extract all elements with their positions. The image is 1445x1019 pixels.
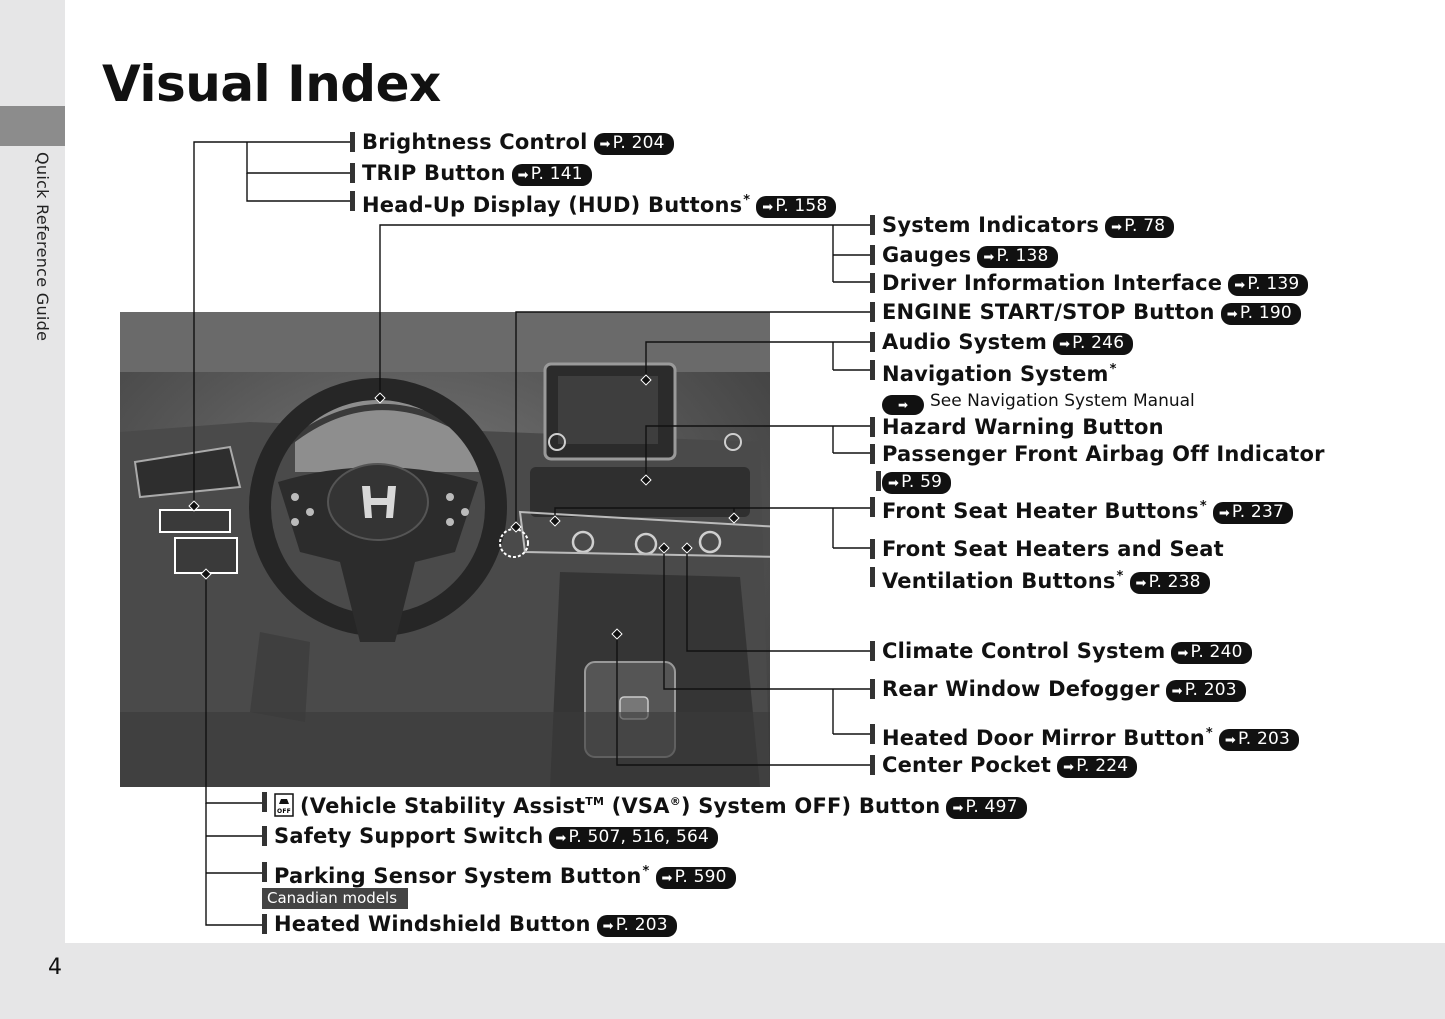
arrow-right-icon: ➡ <box>1063 760 1075 775</box>
page-ref-link[interactable]: ➡ P. 141 <box>512 164 592 186</box>
page-ref-link[interactable]: ➡ P. 590 <box>656 867 736 889</box>
label-brightness-control <box>350 129 674 155</box>
page-ref-link[interactable]: ➡ P. 507, 516, 564 <box>549 827 718 849</box>
arrow-right-icon: ➡ <box>1224 733 1236 748</box>
arrow-right-icon: ➡ <box>602 919 614 934</box>
label-text: Driver Information Interface <box>882 271 1223 295</box>
label-parking-sensor-button <box>262 859 736 889</box>
page-ref-link[interactable]: ➡ P. 138 <box>977 246 1057 268</box>
page-ref-link[interactable]: ➡ P. 246 <box>1053 333 1133 355</box>
label-text: Brightness Control <box>362 130 588 154</box>
label-text: Passenger Front Airbag Off Indicator <box>882 442 1325 466</box>
label-text: (Vehicle Stability Assist <box>300 794 586 818</box>
label-passenger-airbag-ref <box>876 468 951 494</box>
label-text: Gauges <box>882 243 972 267</box>
page-ref-link[interactable]: ➡ P. 204 <box>594 133 674 155</box>
label-front-seat-heaters-ventilation <box>870 536 1224 562</box>
page-title: Visual Index <box>102 55 441 113</box>
page-ref-link[interactable]: ➡ P. 238 <box>1130 572 1210 594</box>
label-text: Center Pocket <box>882 753 1052 777</box>
page-ref-link[interactable]: ➡ P. 240 <box>1171 642 1251 664</box>
arrow-right-icon: ➡ <box>1171 684 1183 699</box>
label-engine-start-stop <box>870 299 1301 325</box>
label-text: TRIP Button <box>362 161 506 185</box>
label-climate-control-system <box>870 638 1252 664</box>
arrow-right-icon: ➡ <box>517 168 529 183</box>
arrow-right-icon: ➡ <box>599 137 611 152</box>
label-hazard-warning-button <box>870 414 1164 440</box>
vsa-off-icon <box>274 793 294 817</box>
page-ref-link[interactable]: ➡ P. 237 <box>1213 502 1293 524</box>
page-ref-link[interactable]: ➡ P. 497 <box>946 797 1026 819</box>
label-hud-buttons <box>350 188 836 218</box>
page-ref-link[interactable]: ➡ P. 190 <box>1221 303 1301 325</box>
page-number: 4 <box>48 955 62 980</box>
label-safety-support-switch <box>262 823 718 849</box>
label-text: Heated Windshield Button <box>274 912 591 936</box>
label-heated-windshield-button <box>262 911 677 937</box>
arrow-right-icon: ➡ <box>888 476 900 491</box>
label-text: System Indicators <box>882 213 1100 237</box>
label-system-indicators <box>870 212 1174 238</box>
label-audio-system <box>870 329 1133 355</box>
label-navigation-system <box>870 357 1117 387</box>
arrow-right-icon: ➡ <box>882 395 924 415</box>
label-text: Head-Up Display (HUD) Buttons <box>362 193 743 217</box>
arrow-right-icon: ➡ <box>1226 307 1238 322</box>
arrow-right-icon: ➡ <box>1135 576 1147 591</box>
label-text: Navigation System <box>882 362 1109 386</box>
page-ref-link[interactable]: ➡ P. 78 <box>1105 216 1174 238</box>
label-trip-button <box>350 160 592 186</box>
arrow-right-icon: ➡ <box>1177 646 1189 661</box>
label-text: ENGINE START/STOP Button <box>882 300 1215 324</box>
label-text: Climate Control System <box>882 639 1166 663</box>
label-text: Front Seat Heater Buttons <box>882 499 1199 523</box>
navigation-manual-note <box>882 390 1195 415</box>
label-text: Safety Support Switch <box>274 824 544 848</box>
asterisk-mark: * <box>743 193 751 208</box>
asterisk-mark: * <box>1109 362 1117 377</box>
page-ref-link[interactable]: ➡ P. 224 <box>1057 756 1137 778</box>
page-ref-link[interactable]: ➡ P. 203 <box>1219 729 1299 751</box>
label-front-seat-heaters-ventilation-line2 <box>870 564 1210 594</box>
svg-text:OFF: OFF <box>277 808 291 815</box>
asterisk-mark: * <box>1205 726 1213 741</box>
label-gauges <box>870 242 1058 268</box>
page-ref-link[interactable]: ➡ P. 139 <box>1228 274 1308 296</box>
sidebar-label: Quick Reference Guide <box>33 152 52 342</box>
label-text: Hazard Warning Button <box>882 415 1164 439</box>
page-ref-link[interactable]: ➡ P. 203 <box>1166 680 1246 702</box>
page-ref-link[interactable]: ➡ P. 59 <box>882 472 951 494</box>
asterisk-mark: * <box>1116 569 1124 584</box>
arrow-right-icon: ➡ <box>1218 506 1230 521</box>
arrow-right-icon: ➡ <box>983 250 995 265</box>
page-ref-link[interactable]: ➡ P. 203 <box>597 915 677 937</box>
navigation-manual-text: See Navigation System Manual <box>930 391 1195 411</box>
label-heated-door-mirror <box>870 721 1299 751</box>
arrow-right-icon: ➡ <box>555 831 567 846</box>
arrow-right-icon: ➡ <box>952 801 964 816</box>
arrow-right-icon: ➡ <box>762 200 774 215</box>
arrow-right-icon: ➡ <box>1059 337 1071 352</box>
label-rear-window-defogger <box>870 676 1246 702</box>
canadian-models-badge: Canadian models <box>262 888 408 909</box>
page-ref-link[interactable]: ➡ P. 158 <box>756 196 836 218</box>
label-text: Rear Window Defogger <box>882 677 1160 701</box>
label-text: Audio System <box>882 330 1048 354</box>
label-vsa-off-button: OFF (Vehicle Stability Assist™ (VSA®) System OFF) Button ➡ P. 497 <box>262 789 1027 819</box>
label-front-seat-heater-buttons <box>870 494 1293 524</box>
arrow-right-icon: ➡ <box>1111 220 1123 235</box>
asterisk-mark: * <box>1199 499 1207 514</box>
label-text: Parking Sensor System Button <box>274 864 642 888</box>
label-text: Front Seat Heaters and Seat <box>882 537 1224 561</box>
arrow-right-icon: ➡ <box>1234 278 1246 293</box>
arrow-right-icon: ➡ <box>661 871 673 886</box>
label-center-pocket <box>870 752 1137 778</box>
label-text: Heated Door Mirror Button <box>882 726 1205 750</box>
label-passenger-airbag-off <box>870 441 1325 467</box>
label-driver-information-interface <box>870 270 1308 296</box>
label-text: Ventilation Buttons <box>882 569 1116 593</box>
asterisk-mark: * <box>642 864 650 879</box>
